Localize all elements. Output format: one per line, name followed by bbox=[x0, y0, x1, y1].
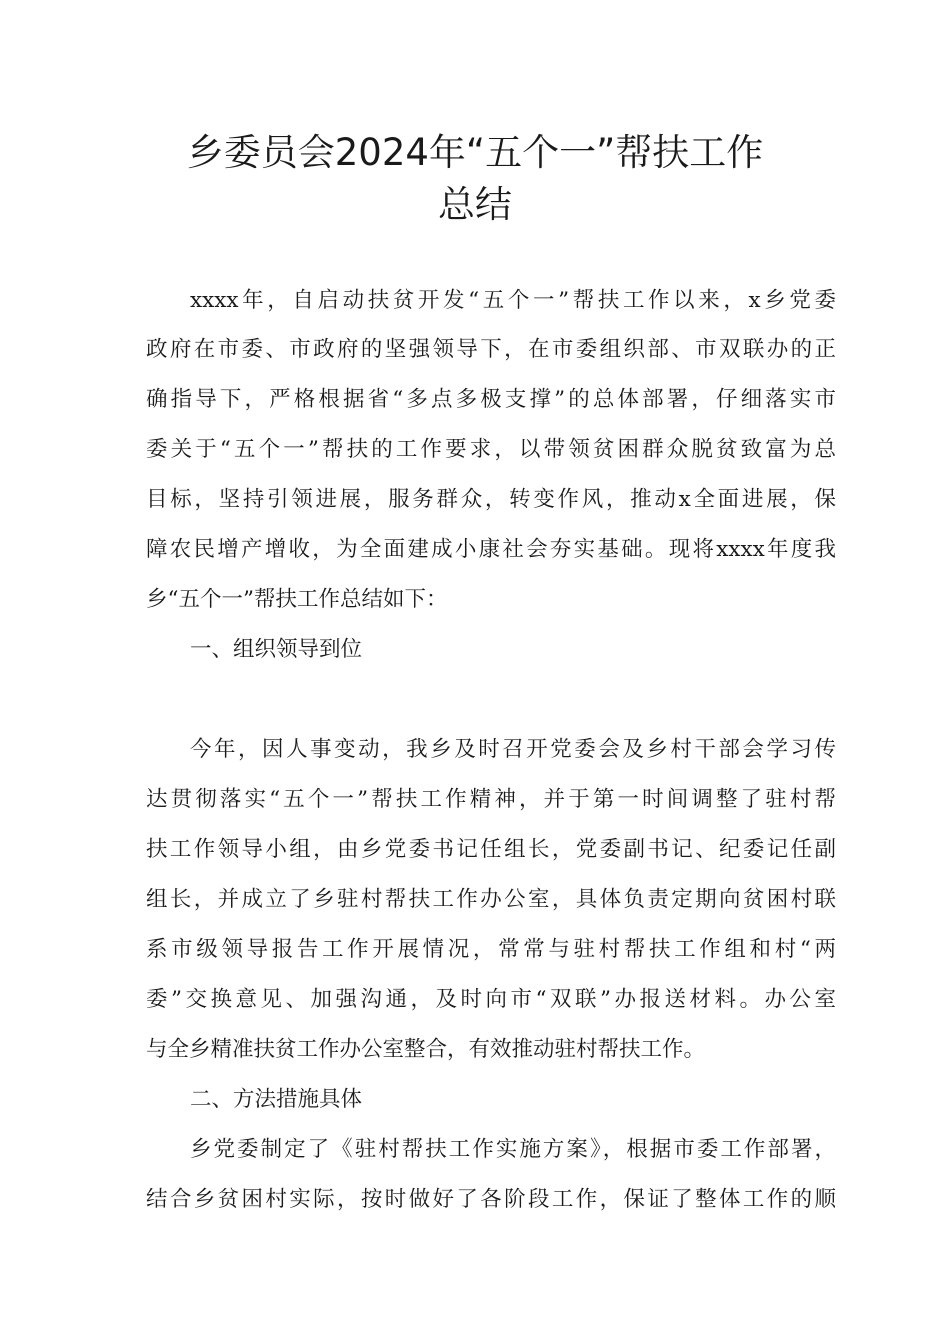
paragraph-line: 系市级领导报告工作开展情况，常常与驻村帮扶工作组和村“两 bbox=[146, 937, 836, 962]
document-title-line-2: 总结 bbox=[438, 183, 512, 226]
paragraph-line: 政府在市委、市政府的坚强领导下，在市委组织部、市双联办的正 bbox=[146, 337, 836, 362]
document-title-line-1: 乡委员会2024年“五个一”帮扶工作 bbox=[186, 131, 764, 174]
paragraph-line: 扶工作领导小组，由乡党委书记任组长，党委副书记、纪委记任副 bbox=[146, 837, 836, 862]
paragraph-line: 乡党委制定了《驻村帮扶工作实施方案》，根据市委工作部署， bbox=[190, 1137, 836, 1162]
paragraph-line: 今年，因人事变动，我乡及时召开党委会及乡村干部会学习传 bbox=[190, 737, 836, 762]
paragraph-line: 组长，并成立了乡驻村帮扶工作办公室，具体负责定期向贫困村联 bbox=[146, 887, 836, 912]
paragraph-line: 与全乡精准扶贫工作办公室整合，有效推动驻村帮扶工作。 bbox=[146, 1037, 706, 1062]
paragraph-line: 目标，坚持引领进展，服务群众，转变作风，推动x全面进展，保 bbox=[146, 487, 836, 512]
paragraph-line: 结合乡贫困村实际，按时做好了各阶段工作，保证了整体工作的顺 bbox=[146, 1187, 836, 1212]
section-heading-2: 二、方法措施具体 bbox=[190, 1087, 363, 1112]
paragraph-line: 委”交换意见、加强沟通，及时向市“双联”办报送材料。办公室 bbox=[146, 987, 836, 1012]
section-heading-1: 一、组织领导到位 bbox=[190, 637, 363, 662]
paragraph-line: xxxx年，自启动扶贫开发“五个一”帮扶工作以来，x乡党委 bbox=[190, 288, 836, 313]
paragraph-line: 乡“五个一”帮扶工作总结如下： bbox=[146, 587, 448, 612]
paragraph-line: 确指导下，严格根据省“多点多极支撑”的总体部署，仔细落实市 bbox=[146, 387, 836, 412]
paragraph-line: 达贯彻落实“五个一”帮扶工作精神，并于第一时间调整了驻村帮 bbox=[146, 787, 836, 812]
paragraph-line: 委关于“五个一”帮扶的工作要求，以带领贫困群众脱贫致富为总 bbox=[146, 437, 836, 462]
paragraph-line: 障农民增产增收，为全面建成小康社会夯实基础。现将xxxx年度我 bbox=[146, 537, 836, 562]
